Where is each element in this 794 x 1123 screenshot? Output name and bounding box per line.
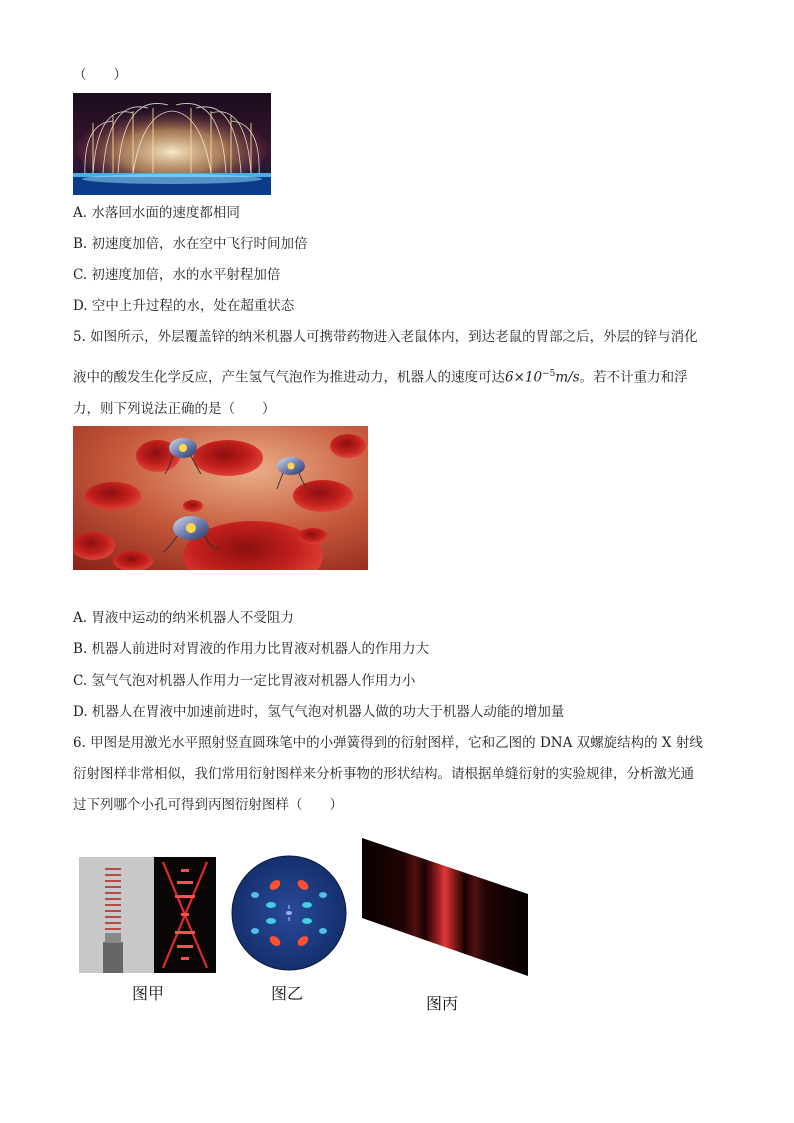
q4-option-b: B. 初速度加倍，水在空中飞行时间加倍	[73, 236, 308, 252]
dna-xray-diffraction-illustration	[231, 855, 347, 971]
q4-option-a: A. 水落回水面的速度都相同	[73, 205, 240, 221]
fountain-illustration	[73, 93, 271, 195]
q6-stem-line2: 衍射图样非常相似，我们常用衍射图样来分析事物的形状结构。请根据单缝衍射的实验规律，分析激光通	[73, 766, 694, 782]
figure-yi-caption: 图乙	[271, 984, 304, 1003]
q4-answer-bracket: （ ）	[73, 67, 127, 83]
q5-speed-base: 6×10	[505, 369, 543, 386]
q5-stem-line1: 5. 如图所示，外层覆盖锌的纳米机器人可携带药物进入老鼠体内，到达老鼠的胃部之后，外层的锌与消化	[73, 329, 698, 345]
q4-option-d: D. 空中上升过程的水，处在超重状态	[73, 298, 295, 314]
q5-stem-line2	[73, 365, 723, 387]
q5-stem-line2-post: 。若不计重力和浮	[579, 369, 688, 386]
q5-option-d: D. 机器人在胃液中加速前进时，氢气气泡对机器人做的功大于机器人动能的增加量	[73, 704, 565, 720]
figure-jia-caption: 图甲	[132, 984, 165, 1003]
figure-yi-image	[231, 855, 347, 971]
q6-stem-line1: 6. 甲图是用激光水平照射竖直圆珠笔中的小弹簧得到的衍射图样，它和乙图的 DNA 双螺旋结构的 X 射线	[73, 735, 703, 751]
figure-bing-caption: 图丙	[426, 994, 459, 1013]
spring-diffraction-illustration	[79, 857, 216, 973]
q4-option-c: C. 初速度加倍，水的水平射程加倍	[73, 267, 281, 283]
nanorobot-illustration	[73, 426, 368, 570]
figure-jia-image	[79, 857, 216, 973]
fountain-image	[73, 93, 271, 195]
q5-stem-line3: 力，则下列说法正确的是（ ）	[73, 401, 276, 417]
q5-speed-unit: m/s	[555, 369, 580, 386]
q5-option-b: B. 机器人前进时对胃液的作用力比胃液对机器人的作用力大	[73, 641, 430, 657]
q5-option-a: A. 胃液中运动的纳米机器人不受阻力	[73, 610, 294, 626]
nanorobot-image	[73, 426, 368, 570]
q5-option-c: C. 氢气气泡对机器人作用力一定比胃液对机器人作用力小	[73, 673, 416, 689]
single-slit-diffraction-illustration	[362, 838, 528, 976]
q5-speed-exponent: −5	[542, 369, 556, 379]
figure-bing-image	[362, 838, 528, 976]
q5-stem-line2-pre: 液中的酸发生化学反应，产生氢气气泡作为推进动力，机器人的速度可达	[73, 369, 505, 386]
q6-stem-line3: 过下列哪个小孔可得到丙图衍射图样（ ）	[73, 797, 343, 813]
